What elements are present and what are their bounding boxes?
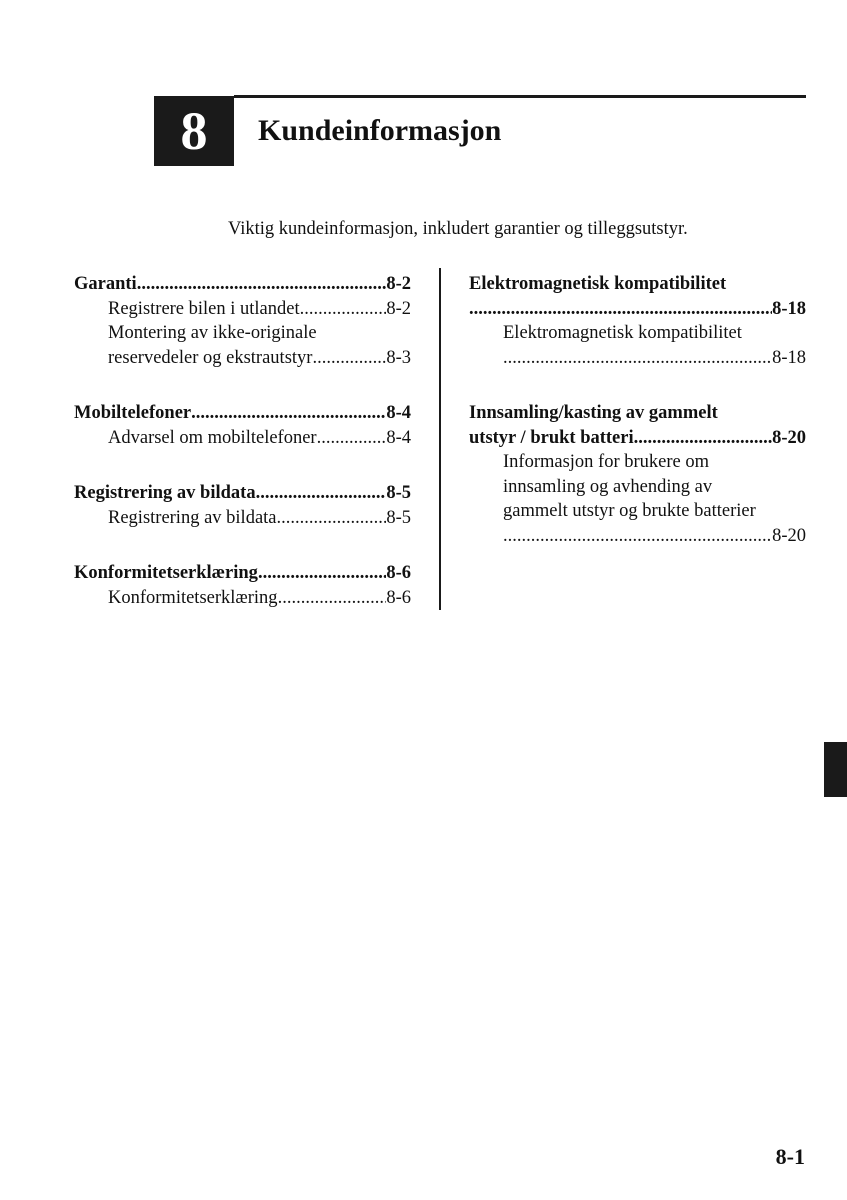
chapter-title: Kundeinformasjon xyxy=(258,114,502,147)
chapter-intro: Viktig kundeinformasjon, inkludert garantier og tilleggsutstyr. xyxy=(228,219,688,239)
toc-left-column xyxy=(74,272,411,641)
header-rule xyxy=(234,95,806,98)
toc-section-konformitet xyxy=(74,561,411,610)
toc-page-ref: 8-2 xyxy=(386,274,411,294)
toc-entry-label-line1[interactable]: Informasjon for brukere om xyxy=(503,452,710,472)
page-number: 8-1 xyxy=(775,1144,805,1169)
toc-entry-link[interactable] xyxy=(74,297,411,322)
dot-leader xyxy=(256,481,387,506)
dot-leader xyxy=(191,401,386,426)
toc-entry-label-line3[interactable]: gammelt utstyr og brukte batterier xyxy=(503,501,756,521)
toc-page-ref: 8-2 xyxy=(386,298,411,319)
dot-leader xyxy=(503,346,772,371)
column-divider xyxy=(439,268,441,610)
toc-entry-link[interactable] xyxy=(74,346,411,371)
chapter-number-badge: 8 xyxy=(154,96,234,166)
toc-section-mobiltelefoner xyxy=(74,401,411,450)
toc-page-ref: 8-6 xyxy=(386,587,411,608)
toc-page-ref: 8-6 xyxy=(386,563,411,583)
toc-page-ref: 8-18 xyxy=(772,347,806,368)
dot-leader xyxy=(137,272,387,297)
toc-page-ref: 8-5 xyxy=(386,507,411,528)
toc-entry-label: reservedeler og ekstrautstyr xyxy=(108,347,313,368)
dot-leader xyxy=(300,297,387,322)
toc-entry-label: Registrering av bildata xyxy=(108,507,277,528)
toc-entry-link[interactable] xyxy=(469,346,806,371)
toc-page-ref: 8-18 xyxy=(772,298,806,319)
dot-leader xyxy=(634,426,772,451)
toc-page-ref: 8-5 xyxy=(386,483,411,503)
toc-heading-label: Konformitetserklæring xyxy=(74,563,258,583)
toc-entry-link[interactable] xyxy=(74,586,411,611)
toc-section-innsamling xyxy=(469,401,806,548)
dot-leader xyxy=(277,506,387,531)
toc-section-garanti xyxy=(74,272,411,370)
dot-leader xyxy=(312,346,386,371)
toc-heading-label: Garanti xyxy=(74,274,137,294)
toc-entry-label[interactable]: Elektromagnetisk kompatibilitet xyxy=(503,323,742,343)
toc-entry-label: Konformitetserklæring xyxy=(108,587,278,608)
dot-leader xyxy=(503,524,772,549)
toc-page-ref: 8-4 xyxy=(386,427,411,448)
toc-heading-link[interactable] xyxy=(74,401,411,426)
toc-entry-label-line1[interactable]: Montering av ikke-originale xyxy=(108,323,317,343)
dot-leader xyxy=(317,426,387,451)
toc-entry-label: Registrere bilen i utlandet xyxy=(108,298,300,319)
toc-heading-link[interactable] xyxy=(74,272,411,297)
toc-page-ref: 8-3 xyxy=(386,347,411,368)
toc-heading-link[interactable] xyxy=(469,426,806,451)
toc-heading-link[interactable] xyxy=(74,561,411,586)
dot-leader xyxy=(278,586,387,611)
toc-page-ref: 8-4 xyxy=(386,403,411,423)
toc-entry-link[interactable] xyxy=(74,426,411,451)
toc-entry-link[interactable] xyxy=(469,524,806,549)
toc-entry-link[interactable] xyxy=(74,506,411,531)
toc-page-ref: 8-20 xyxy=(772,525,806,546)
toc-page-ref: 8-20 xyxy=(772,427,806,448)
chapter-thumb-tab xyxy=(824,742,847,797)
toc-right-column xyxy=(469,272,806,579)
toc-entry-label-line2[interactable]: innsamling og avhending av xyxy=(503,476,713,497)
toc-heading-link[interactable] xyxy=(469,297,806,322)
toc-heading-label: Mobiltelefoner xyxy=(74,403,192,423)
toc-heading-label[interactable]: Elektromagnetisk kompatibilitet xyxy=(469,274,727,294)
toc-section-emc xyxy=(469,272,806,370)
toc-entry-label: Advarsel om mobiltelefoner xyxy=(108,427,317,448)
dot-leader xyxy=(469,297,772,322)
toc-heading-label: Registrering av bildata xyxy=(74,483,256,503)
toc-heading-link[interactable] xyxy=(74,481,411,506)
toc-heading-label: utstyr / brukt batteri xyxy=(469,427,634,448)
toc-section-bildata xyxy=(74,481,411,530)
toc-heading-label-line1[interactable]: Innsamling/kasting av gammelt xyxy=(469,403,718,423)
dot-leader xyxy=(258,561,386,586)
